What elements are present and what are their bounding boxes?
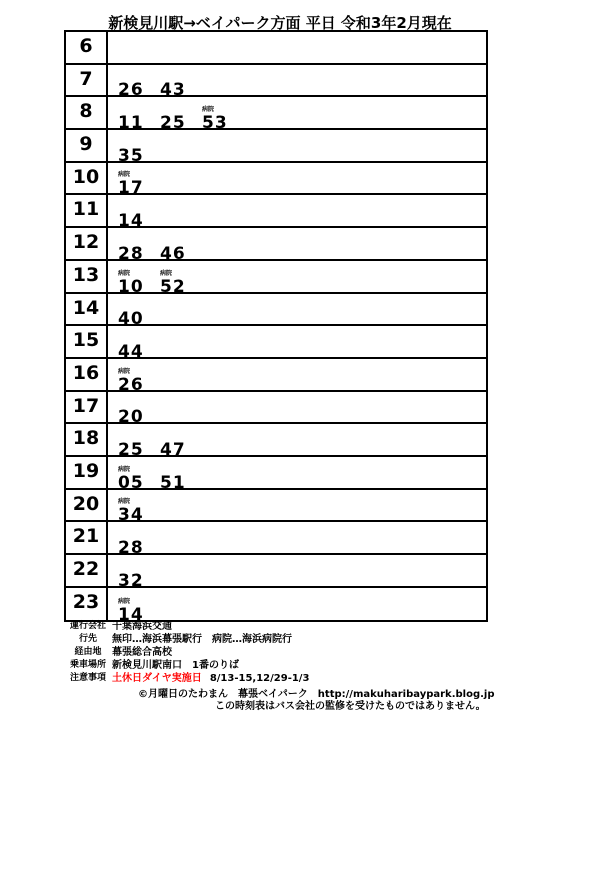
hour-cell: 12 — [66, 228, 108, 259]
timetable-row — [66, 195, 486, 232]
timetable-row — [66, 326, 486, 362]
destination-mark: 病院 — [118, 171, 131, 179]
destination-label: 行先 — [78, 634, 97, 644]
via-value: 幕張総合高校 — [112, 647, 172, 658]
departure — [118, 466, 152, 492]
via-label: 経由地 — [74, 647, 102, 657]
stop-value: 新検見川駅南口 1番のりば — [112, 660, 239, 671]
minutes-cell — [108, 359, 486, 395]
departure-minute: 32 — [118, 570, 144, 591]
info-operator — [66, 620, 309, 633]
departure — [118, 237, 152, 263]
departure — [160, 270, 194, 296]
timetable-row — [66, 457, 486, 493]
departure — [118, 400, 152, 426]
departure — [118, 204, 152, 230]
credit: ©月曜日のたわまん 幕張ベイパーク http://makuharibaypark.blog.jp — [138, 689, 495, 700]
timetable-row — [66, 97, 486, 134]
info-destination — [66, 633, 309, 646]
minutes-cell — [108, 522, 486, 558]
departure — [118, 433, 152, 459]
departure-minute: 26 — [118, 80, 144, 101]
minutes-cell — [108, 490, 486, 526]
departure — [118, 498, 152, 524]
hour-cell: 11 — [66, 195, 108, 226]
minutes-cell — [108, 424, 486, 460]
minutes-cell — [108, 195, 486, 232]
notes-red: 土休日ダイヤ実施日 — [112, 673, 202, 684]
minutes-cell — [108, 294, 486, 330]
departure-minute: 20 — [118, 407, 144, 428]
departure — [160, 237, 194, 263]
minutes-cell — [108, 261, 486, 297]
timetable-row — [66, 555, 486, 591]
hour-cell: 8 — [66, 97, 108, 128]
departure-minute: 26 — [118, 374, 144, 395]
timetable-row — [66, 65, 486, 101]
hour-cell: 14 — [66, 294, 108, 325]
departure — [160, 466, 194, 492]
disclaimer: この時刻表はバス会社の監修を受けたものではありません。 — [215, 701, 486, 712]
minutes-cell — [108, 392, 486, 428]
timetable-row — [66, 392, 486, 428]
minutes-cell — [108, 65, 486, 101]
departure-minute: 44 — [118, 341, 144, 362]
departure — [118, 564, 152, 590]
notes-label: 注意事項 — [69, 673, 106, 683]
departure-minute: 14 — [118, 211, 144, 232]
departure-minute: 35 — [118, 145, 144, 166]
minutes-cell — [108, 555, 486, 591]
page-title: 新検見川駅→ベイパーク方面 平日 令和3年2月現在 — [108, 14, 452, 32]
timetable-row — [66, 294, 486, 330]
departure — [160, 106, 194, 132]
hour-cell: 23 — [66, 588, 108, 621]
departure — [118, 171, 152, 197]
departure — [118, 531, 152, 557]
hour-cell: 13 — [66, 261, 108, 292]
timetable-row — [66, 228, 486, 264]
info-block — [66, 620, 309, 685]
departure — [118, 368, 152, 394]
departure-minute: 53 — [202, 113, 228, 134]
departure — [202, 106, 236, 132]
destination-mark: 病院 — [160, 269, 173, 277]
departure-minute: 25 — [118, 439, 144, 460]
destination-mark: 病院 — [118, 498, 131, 506]
info-notes — [66, 672, 309, 685]
hour-cell: 17 — [66, 392, 108, 423]
departure — [118, 73, 152, 99]
minutes-cell — [108, 32, 486, 63]
departure-minute: 28 — [118, 243, 144, 264]
hour-cell: 16 — [66, 359, 108, 390]
timetable-row — [66, 32, 486, 65]
departure-minute: 25 — [160, 113, 186, 134]
destination-mark: 病院 — [118, 465, 131, 473]
timetable-row — [66, 130, 486, 166]
hour-cell: 21 — [66, 522, 108, 553]
timetable-row — [66, 163, 486, 199]
hour-cell: 22 — [66, 555, 108, 586]
minutes-cell — [108, 588, 486, 626]
minutes-cell — [108, 228, 486, 264]
destination-mark: 病院 — [118, 598, 131, 606]
minutes-cell — [108, 97, 486, 134]
departure — [160, 73, 194, 99]
destination-mark: 病院 — [202, 106, 215, 114]
departure-minute: 52 — [160, 276, 186, 297]
minutes-cell — [108, 326, 486, 362]
timetable-row — [66, 359, 486, 395]
departure-minute: 11 — [118, 113, 144, 134]
destination-mark: 病院 — [118, 269, 131, 277]
departure-minute: 10 — [118, 276, 144, 297]
minutes-cell — [108, 163, 486, 199]
operator-label: 運行会社 — [69, 621, 106, 631]
departure — [118, 139, 152, 165]
departure-minute: 28 — [118, 538, 144, 558]
destination-mark: 病院 — [118, 367, 131, 375]
operator-value: 千葉海浜交通 — [112, 621, 172, 632]
stop-label: 乗車場所 — [69, 660, 106, 670]
departure-minute: 05 — [118, 472, 144, 493]
hour-cell: 7 — [66, 65, 108, 96]
timetable-row — [66, 522, 486, 558]
departure-minute: 34 — [118, 505, 144, 526]
timetable-row — [66, 261, 486, 297]
minutes-cell — [108, 457, 486, 493]
timetable-row — [66, 490, 486, 526]
departure-minute: 43 — [160, 80, 186, 101]
departure — [118, 335, 152, 361]
departure — [118, 302, 152, 328]
minutes-cell — [108, 130, 486, 166]
departure-minute: 40 — [118, 309, 144, 330]
departure — [160, 433, 194, 459]
departure-minute: 14 — [118, 605, 144, 626]
hour-cell: 20 — [66, 490, 108, 521]
departure-minute: 17 — [118, 178, 144, 199]
departure — [118, 270, 152, 296]
hour-cell: 18 — [66, 424, 108, 455]
info-stop — [66, 659, 309, 672]
departure-minute: 46 — [160, 243, 186, 264]
timetable-row — [66, 424, 486, 460]
departure-minute: 51 — [160, 472, 186, 493]
hour-cell: 15 — [66, 326, 108, 357]
info-via — [66, 646, 309, 659]
notes-dates: 8/13-15,12/29-1/3 — [209, 673, 310, 684]
destination-value: 無印…海浜幕張駅行 病院…海浜病院行 — [112, 634, 292, 645]
hour-cell: 10 — [66, 163, 108, 194]
hour-cell: 6 — [66, 32, 108, 63]
hour-cell: 9 — [66, 130, 108, 161]
departure-minute: 47 — [160, 439, 186, 460]
hour-cell: 19 — [66, 457, 108, 488]
departure — [118, 106, 152, 132]
